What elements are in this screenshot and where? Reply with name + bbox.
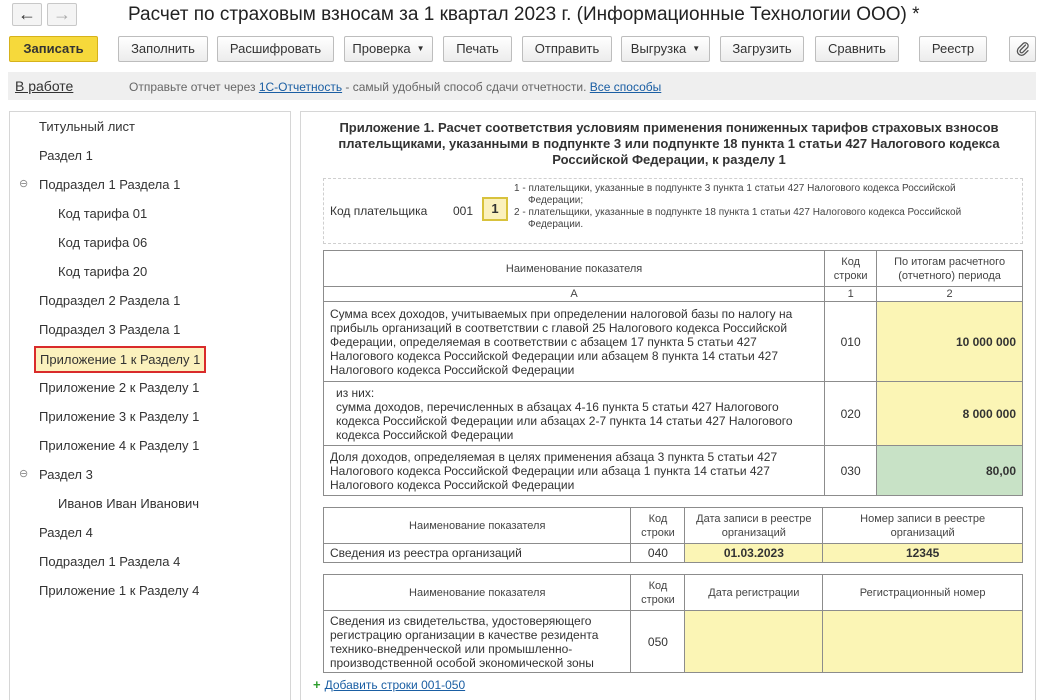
row-020-prefix: из них:: [336, 385, 375, 400]
export-label: Выгрузка: [630, 41, 687, 56]
row-050-date[interactable]: [685, 611, 823, 673]
save-button[interactable]: Записать: [9, 36, 98, 62]
payer-line-code: 001: [453, 204, 474, 218]
sidebar-item-label: Подраздел 2 Раздела 1: [39, 293, 181, 308]
toolbar: [0, 36, 1042, 66]
report-form: [300, 111, 1036, 700]
sidebar-item-label: Подраздел 1 Раздела 4: [39, 554, 181, 569]
row-050-code: 050: [631, 611, 685, 673]
sidebar-item-section-1[interactable]: [10, 141, 290, 170]
col-header-record-number: Номер записи в реестре организаций: [823, 508, 1023, 544]
sidebar-item-label: Приложение 2 к Разделу 1: [39, 380, 200, 395]
paperclip-icon: [1016, 41, 1030, 57]
check-button[interactable]: [344, 36, 433, 62]
sidebar-item-label: Раздел 1: [39, 148, 93, 163]
row-040-code: 040: [631, 544, 685, 563]
payer-hint-1: 1 - плательщики, указанные в подпункте 3 пункта 1 статьи 427 Налогового кодекса Российской Федерации;: [514, 183, 956, 206]
sidebar-item-label: Подраздел 1 Раздела 1: [39, 177, 181, 192]
table-row: [324, 302, 1023, 382]
col-number: 1: [825, 287, 877, 302]
col-header-period: По итогам расчетного (отчетного) периода: [877, 251, 1023, 287]
col-number: 2: [877, 287, 1023, 302]
sidebar-item-label: Код тарифа 20: [58, 264, 148, 279]
sidebar-item-label: Титульный лист: [39, 119, 136, 134]
sidebar-item-label: Иванов Иван Иванович: [58, 496, 200, 511]
sidebar-item-appendix-3-1[interactable]: [10, 402, 290, 431]
col-header-reg-number: Регистрационный номер: [823, 575, 1023, 611]
status-msg-middle: - самый удобный способ сдачи отчетности.: [342, 80, 590, 94]
table-row: [324, 544, 1023, 563]
payer-code-hint: [514, 183, 1004, 231]
row-050-name: Сведения из свидетельства, удостоверяющего регистрацию организации в качестве резидента технико-внедренческой или промышленно-производственной особой экономической зоны: [324, 611, 631, 673]
sidebar-item-label: Приложение 3 к Разделу 1: [39, 409, 200, 424]
row-040-date[interactable]: 01.03.2023: [685, 544, 823, 563]
add-lines-link[interactable]: [313, 677, 465, 692]
table-row: [324, 611, 1023, 673]
row-040-name: Сведения из реестра организаций: [324, 544, 631, 563]
sidebar-item-tariff-06[interactable]: [10, 228, 290, 257]
dropdown-caret-icon: ▼: [416, 44, 425, 53]
sidebar-item-appendix-4-1[interactable]: [10, 431, 290, 460]
status-bar: [8, 72, 1036, 100]
row-040-number[interactable]: 12345: [823, 544, 1023, 563]
table-row: [324, 382, 1023, 446]
row-020-name: сумма доходов, перечисленных в абзацах 4-16 пункта 5 статьи 427 Налогового кодекса Российской Федерации или абзацах 2-7 пункта 14 статьи 427 Налогового кодекса Российской Федерации: [336, 399, 793, 442]
col-header-reg-date: Дата регистрации: [685, 575, 823, 611]
sidebar-item-employee[interactable]: [10, 489, 290, 518]
sidebar-item-tariff-01[interactable]: [10, 199, 290, 228]
status-message: [129, 80, 661, 94]
payer-hint-2: 2 - плательщики, указанные в подпункте 18 пункта 1 статьи 427 Налогового кодекса Российской Федерации.: [514, 207, 962, 230]
sidebar-item-label: Приложение 1 к Разделу 4: [39, 583, 200, 598]
sidebar-item-section-4[interactable]: [10, 518, 290, 547]
payer-code-field[interactable]: 1: [482, 197, 508, 221]
col-header-name: Наименование показателя: [324, 251, 825, 287]
col-number: А: [324, 287, 825, 302]
col-header-name: Наименование показателя: [324, 575, 631, 611]
check-label: Проверка: [352, 41, 411, 56]
compare-button[interactable]: Сравнить: [815, 36, 899, 62]
col-header-record-date: Дата записи в реестре организаций: [685, 508, 823, 544]
row-050-number[interactable]: [823, 611, 1023, 673]
sidebar-item-section-3[interactable]: [10, 460, 290, 489]
sidebar-item-subsection-1-4[interactable]: [10, 547, 290, 576]
title-bar: [0, 0, 1042, 34]
send-button[interactable]: Отправить: [522, 36, 612, 62]
sidebar-item-subsection-1-1[interactable]: [10, 170, 290, 199]
col-header-code: Код строки: [825, 251, 877, 287]
status-label[interactable]: В работе: [15, 78, 74, 94]
row-030-name: Доля доходов, определяемая в целях применения абзаца 3 пункта 5 статьи 427 Налогового кодекса Российской Федерации или абзаца 1 пункта 14 статьи 427 Налогового кодекса Российской Федерации: [324, 446, 825, 496]
print-button[interactable]: Печать: [443, 36, 512, 62]
sidebar-item-label: Приложение 4 к Разделу 1: [39, 438, 200, 453]
income-table: [323, 250, 1023, 496]
fill-button[interactable]: Заполнить: [118, 36, 208, 62]
sidebar-item-tariff-20[interactable]: [10, 257, 290, 286]
collapse-icon[interactable]: ⊖: [19, 468, 29, 480]
registry-button[interactable]: Реестр: [919, 36, 987, 62]
forward-arrow-icon[interactable]: →: [47, 3, 77, 26]
all-methods-link[interactable]: Все способы: [589, 80, 662, 94]
sidebar-item-label: Код тарифа 01: [58, 206, 148, 221]
attach-button[interactable]: [1009, 36, 1036, 62]
sidebar-item-appendix-1-4[interactable]: [10, 576, 290, 605]
sidebar-item-appendix-2-1[interactable]: [10, 373, 290, 402]
sidebar-item-label: Раздел 4: [39, 525, 93, 540]
certificate-table: [323, 574, 1023, 673]
row-010-name: Сумма всех доходов, учитываемых при определении налоговой базы по налогу на прибыль организаций в соответствии с главой 25 Налогового кодекса Российской Федерации, определяемая в соответствии с абзацем 17 пункта 5 статьи 427 Налогового кодекса Российской Федерации или абзацем 8 пункта 14 статьи 427 Налогового кодекса Российской Федерации: [324, 302, 825, 382]
plus-icon: +: [313, 677, 321, 692]
row-010-value[interactable]: 10 000 000: [877, 302, 1023, 382]
col-header-code: Код строки: [631, 508, 685, 544]
status-msg-prefix: Отправьте отчет через: [129, 80, 259, 94]
sidebar-item-title-page[interactable]: [10, 112, 290, 141]
row-020-cell: [324, 382, 825, 446]
row-020-code: 020: [825, 382, 877, 446]
payer-code-block: [323, 178, 1023, 244]
sidebar-item-label: Раздел 3: [39, 467, 93, 482]
1c-reporting-link[interactable]: 1С-Отчетность: [258, 80, 343, 94]
sidebar-item-subsection-3-1[interactable]: [10, 315, 290, 344]
registry-table: [323, 507, 1023, 563]
sidebar-item-label: Код тарифа 06: [58, 235, 148, 250]
row-010-code: 010: [825, 302, 877, 382]
row-030-code: 030: [825, 446, 877, 496]
export-button[interactable]: [621, 36, 710, 62]
sections-tree: [9, 111, 291, 700]
appendix-title: Приложение 1. Расчет соответствия условиям применения пониженных тарифов страховых взносов плательщиками, указанными в подпункте 3 или подпункте 18 пункта 1 статьи 427 Налогового кодекса Российской Федерации, к разделу 1: [338, 120, 1000, 167]
collapse-icon[interactable]: ⊖: [19, 178, 29, 190]
add-lines-label: Добавить строки 001-050: [324, 678, 466, 692]
dropdown-caret-icon: ▼: [692, 44, 701, 53]
decode-button[interactable]: Расшифровать: [217, 36, 334, 62]
import-button[interactable]: Загрузить: [720, 36, 804, 62]
back-arrow-icon[interactable]: ←: [12, 3, 42, 26]
sidebar-item-subsection-2-1[interactable]: [10, 286, 290, 315]
window-title: Расчет по страховым взносам за 1 квартал 2023 г. (Информационные Технологии ООО) *: [128, 4, 920, 25]
sidebar-item-label: Подраздел 3 Раздела 1: [39, 322, 181, 337]
table-row: [324, 446, 1023, 496]
sidebar-item-appendix-1-1[interactable]: [10, 344, 290, 373]
col-header-name: Наименование показателя: [324, 508, 631, 544]
payer-code-label: Код плательщика: [330, 204, 428, 218]
col-header-code: Код строки: [631, 575, 685, 611]
row-020-value[interactable]: 8 000 000: [877, 382, 1023, 446]
sidebar-item-label: Приложение 1 к Разделу 1: [34, 346, 206, 373]
row-030-value: 80,00: [877, 446, 1023, 496]
